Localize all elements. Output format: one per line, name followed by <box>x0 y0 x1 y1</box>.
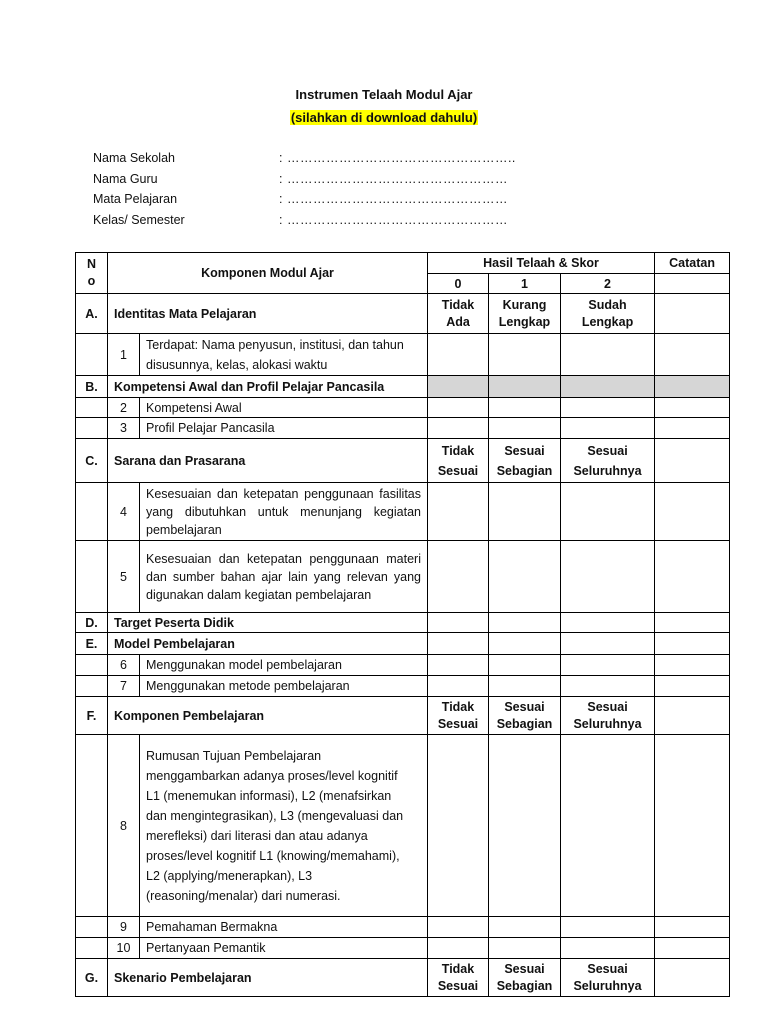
item-row-5 <box>76 541 730 613</box>
score-cell[interactable] <box>489 613 561 633</box>
section-letter: A. <box>76 294 108 334</box>
score-label-2: Sesuai Seluruhnya <box>561 959 655 997</box>
empty-cell <box>76 917 108 938</box>
score-cell[interactable] <box>561 418 655 439</box>
score-cell[interactable] <box>428 735 489 917</box>
catatan-cell <box>655 294 730 334</box>
score-1: 1 <box>489 274 561 294</box>
item-text: Kesesuaian dan ketepatan penggunaan materi dan sumber bahan ajar lain yang relevan yang digunakan dalam kegiatan pembelajaran <box>140 541 428 613</box>
shaded-cell <box>561 376 655 398</box>
score-cell[interactable] <box>561 541 655 613</box>
score-cell[interactable] <box>561 676 655 697</box>
document-subtitle <box>0 110 768 125</box>
section-row-b <box>76 376 730 398</box>
score-cell[interactable] <box>428 483 489 541</box>
item-text: Rumusan Tujuan Pembelajaran menggambarkan adanya proses/level kognitif L1 (menemukan informasi), L2 (menafsirkan dan mengintegrasikan), L3 (mengevaluasi dan merefleksi) dari literasi dan atau adanya proses/level kognitif L1 (knowing/memahami), L2 (applying/menerapkan), L3 (reasoning/menalar) dari numerasi. <box>140 735 428 917</box>
empty-cell <box>76 676 108 697</box>
section-letter: B. <box>76 376 108 398</box>
section-title: Identitas Mata Pelajaran <box>108 294 428 334</box>
item-number: 8 <box>108 735 140 917</box>
section-row-d <box>76 613 730 633</box>
empty-cell <box>76 735 108 917</box>
section-title: Kompetensi Awal dan Profil Pelajar Pancasila <box>108 376 428 398</box>
score-label-0: Tidak Sesuai <box>428 439 489 483</box>
score-cell[interactable] <box>428 613 489 633</box>
score-cell[interactable] <box>428 541 489 613</box>
section-letter: G. <box>76 959 108 997</box>
item-number: 9 <box>108 917 140 938</box>
field-kelas-semester <box>93 213 516 234</box>
section-row-g <box>76 959 730 997</box>
item-number: 10 <box>108 938 140 959</box>
section-row-a <box>76 294 730 334</box>
score-label-2: Sesuai Seluruhnya <box>561 697 655 735</box>
shaded-cell <box>655 376 730 398</box>
field-nama-sekolah <box>93 151 516 172</box>
field-label: Mata Pelajaran <box>93 192 178 206</box>
item-row-4 <box>76 483 730 541</box>
score-cell[interactable] <box>561 938 655 959</box>
score-cell[interactable] <box>428 655 489 676</box>
score-2: 2 <box>561 274 655 294</box>
catatan-cell[interactable] <box>655 334 730 376</box>
score-label-1: Sesuai Sebagian <box>489 959 561 997</box>
item-row-10 <box>76 938 730 959</box>
catatan-cell[interactable] <box>655 938 730 959</box>
catatan-cell[interactable] <box>655 418 730 439</box>
item-row-8 <box>76 735 730 917</box>
item-number: 5 <box>108 541 140 613</box>
score-cell[interactable] <box>489 735 561 917</box>
item-text: Menggunakan model pembelajaran <box>140 655 428 676</box>
score-cell <box>561 633 655 655</box>
score-cell[interactable] <box>428 676 489 697</box>
catatan-cell <box>655 439 730 483</box>
empty-cell <box>76 418 108 439</box>
catatan-cell <box>655 633 730 655</box>
section-letter: D. <box>76 613 108 633</box>
score-label-1: Kurang Lengkap <box>489 294 561 334</box>
section-title: Sarana dan Prasarana <box>108 439 428 483</box>
item-text: Menggunakan metode pembelajaran <box>140 676 428 697</box>
shaded-cell <box>489 376 561 398</box>
score-cell[interactable] <box>428 938 489 959</box>
empty-cell <box>76 541 108 613</box>
empty-cell <box>76 398 108 418</box>
catatan-cell[interactable] <box>655 541 730 613</box>
field-nama-guru <box>93 172 516 193</box>
score-cell[interactable] <box>489 676 561 697</box>
item-text: Pemahaman Bermakna <box>140 917 428 938</box>
section-title: Model Pembelajaran <box>108 633 428 655</box>
catatan-cell[interactable] <box>655 483 730 541</box>
header-hasil-telaah: Hasil Telaah & Skor <box>428 253 655 274</box>
item-number: 4 <box>108 483 140 541</box>
catatan-cell[interactable] <box>655 735 730 917</box>
catatan-cell[interactable] <box>655 676 730 697</box>
section-letter: E. <box>76 633 108 655</box>
header-komponen: Komponen Modul Ajar <box>108 253 428 294</box>
field-mata-pelajaran <box>93 192 516 213</box>
score-cell[interactable] <box>561 735 655 917</box>
score-cell[interactable] <box>428 917 489 938</box>
score-cell[interactable] <box>428 334 489 376</box>
score-label-1: Sesuai Sebagian <box>489 439 561 483</box>
score-label-2: Sudah Lengkap <box>561 294 655 334</box>
item-number: 2 <box>108 398 140 418</box>
score-cell <box>489 633 561 655</box>
score-cell <box>428 633 489 655</box>
section-row-f <box>76 697 730 735</box>
score-0: 0 <box>428 274 489 294</box>
item-row-3 <box>76 418 730 439</box>
header-no: N o <box>76 253 108 294</box>
item-text: Terdapat: Nama penyusun, institusi, dan tahun disusunnya, kelas, alokasi waktu <box>140 334 428 376</box>
score-cell[interactable] <box>428 398 489 418</box>
score-cell[interactable] <box>561 334 655 376</box>
catatan-cell <box>655 274 730 294</box>
highlighted-subtitle: (silahkan di download dahulu) <box>290 110 478 125</box>
catatan-cell[interactable] <box>655 398 730 418</box>
score-label-0: Tidak Sesuai <box>428 697 489 735</box>
field-label: Nama Sekolah <box>93 151 175 165</box>
score-cell[interactable] <box>489 483 561 541</box>
section-title: Komponen Pembelajaran <box>108 697 428 735</box>
item-number: 1 <box>108 334 140 376</box>
identity-fields <box>93 151 516 233</box>
field-value: : …………………………………………… <box>279 171 508 186</box>
table-header-row <box>76 253 730 274</box>
item-number: 7 <box>108 676 140 697</box>
item-row-1 <box>76 334 730 376</box>
field-value: : …………………………………………… <box>279 192 508 206</box>
section-letter: F. <box>76 697 108 735</box>
shaded-cell <box>428 376 489 398</box>
score-label-2: Sesuai Seluruhnya <box>561 439 655 483</box>
section-letter: C. <box>76 439 108 483</box>
score-label-0: Tidak Sesuai <box>428 959 489 997</box>
score-cell[interactable] <box>561 655 655 676</box>
catatan-cell[interactable] <box>655 655 730 676</box>
field-label: Kelas/ Semester <box>93 212 185 227</box>
catatan-cell <box>655 697 730 735</box>
score-cell[interactable] <box>561 483 655 541</box>
item-number: 3 <box>108 418 140 439</box>
document-title: Instrumen Telaah Modul Ajar <box>295 87 473 102</box>
catatan-cell <box>655 959 730 997</box>
score-cell[interactable] <box>561 613 655 633</box>
item-text: Kesesuaian dan ketepatan penggunaan fasilitas yang dibutuhkan untuk menunjang kegiatan pembelajaran <box>140 483 428 541</box>
field-value: : …………………………………………….. <box>279 151 516 165</box>
item-text: Pertanyaan Pemantik <box>140 938 428 959</box>
empty-cell <box>76 655 108 676</box>
item-text: Profil Pelajar Pancasila <box>140 418 428 439</box>
score-cell[interactable] <box>489 418 561 439</box>
score-cell[interactable] <box>489 938 561 959</box>
field-label: Nama Guru <box>93 171 158 186</box>
review-table <box>75 252 730 997</box>
header-catatan: Catatan <box>655 253 730 274</box>
score-cell[interactable] <box>489 655 561 676</box>
item-row-9 <box>76 917 730 938</box>
section-title: Target Peserta Didik <box>108 613 428 633</box>
empty-cell <box>76 334 108 376</box>
item-row-2 <box>76 398 730 418</box>
section-row-e <box>76 633 730 655</box>
catatan-cell[interactable] <box>655 613 730 633</box>
score-cell[interactable] <box>489 398 561 418</box>
score-label-0: Tidak Ada <box>428 294 489 334</box>
catatan-cell[interactable] <box>655 917 730 938</box>
empty-cell <box>76 938 108 959</box>
item-row-6 <box>76 655 730 676</box>
section-row-c <box>76 439 730 483</box>
section-title: Skenario Pembelajaran <box>108 959 428 997</box>
field-value: : …………………………………………… <box>279 212 508 227</box>
item-number: 6 <box>108 655 140 676</box>
score-cell[interactable] <box>561 398 655 418</box>
score-cell[interactable] <box>489 541 561 613</box>
score-label-1: Sesuai Sebagian <box>489 697 561 735</box>
empty-cell <box>76 483 108 541</box>
score-cell[interactable] <box>561 917 655 938</box>
score-cell[interactable] <box>489 334 561 376</box>
item-row-7 <box>76 676 730 697</box>
score-cell[interactable] <box>489 917 561 938</box>
score-cell[interactable] <box>428 418 489 439</box>
item-text: Kompetensi Awal <box>140 398 428 418</box>
